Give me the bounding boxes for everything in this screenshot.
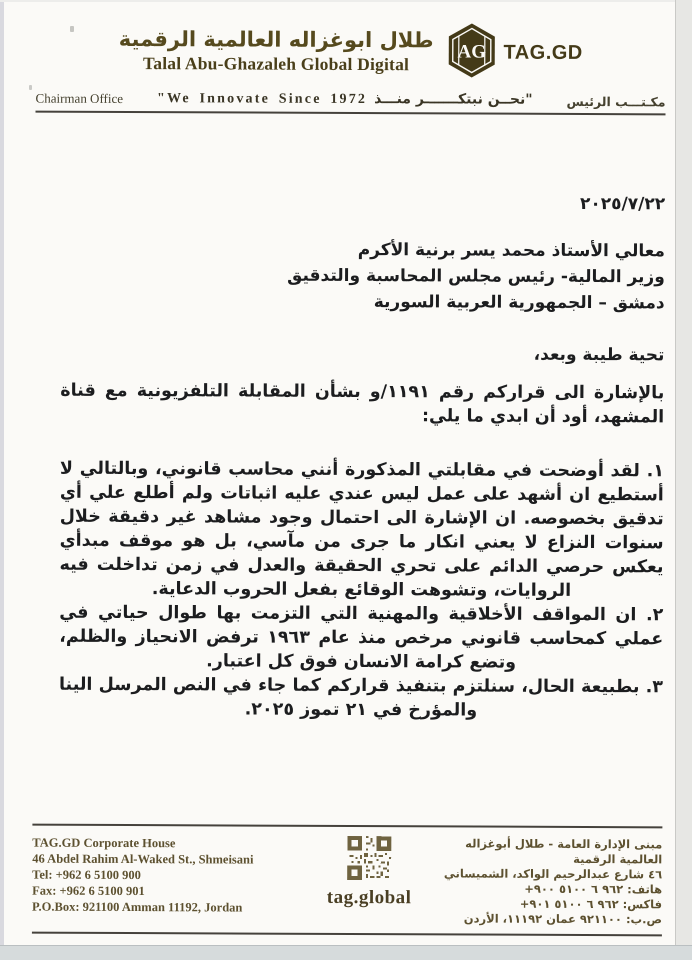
qr-code-icon xyxy=(347,865,391,884)
footer-en-line: Fax: +962 6 5100 901 xyxy=(32,883,145,899)
logo-wordmark: TAG.GD xyxy=(503,41,583,64)
recipient-block xyxy=(61,236,665,317)
intro-paragraph: بالإشارة الى قراركم رقم ١١٩١/و بشأن المقابلة التلفزيونية مع قناة المشهد، أود أن ابدي ما يلي: xyxy=(60,380,665,428)
point-1: ١. لقد أوضحت في مقابلتي المذكورة أنني محاسب قانوني، وبالتالي لا أستطيع ان أشهد على عمل ليس عندي عليه اثباتات ولم أطلع علي أي تدقيق بخصوصه. ان الإشارة الى احتمال وجود مشاهد غير دقيقة خلال سنوات النزاع لا يعني انكار ما جرى من مآسي، بل هو موقف مبدأي يعكس حرصي الدائم على تحري الحقيقة والعدل في زمن تداخلت فيه الروايات، وتشوهت الوقائع بفعل الحروب الدعاية. xyxy=(59,458,664,601)
footer-address-english xyxy=(32,835,316,916)
footer-center xyxy=(316,836,423,909)
footer-en-line: P.O.Box: 921100 Amman 11192, Jordan xyxy=(32,899,243,915)
recipient-line: دمشق – الجمهورية العربية السورية xyxy=(373,292,665,314)
footer-address-arabic xyxy=(423,836,663,927)
footer-en-line: TAG.GD Corporate House xyxy=(32,835,176,851)
photo-edge-top xyxy=(0,0,692,2)
footer-ar-line: ٤٦ شارع عبدالرحيم الواكد، الشميساني xyxy=(443,866,663,882)
brand-logo xyxy=(446,22,583,83)
point-2: ٢. ان المواقف الأخلاقية والمهنية التي التزمت بها طوال حياتي في عملي كمحاسب قانوني مرخص منذ عام ١٩٦٣ ترفض الانحياز والظلم، وتضع كرامة الانسان فوق كل اعتبار. xyxy=(59,602,664,673)
footer-en-line: 46 Abdel Rahim Al-Waked St., Shmeisani xyxy=(32,851,254,867)
brand-name-english: Talal Abu-Ghazaleh Global Digital xyxy=(142,53,410,75)
website-text: tag.global xyxy=(326,886,412,909)
chairman-office-label-en: Chairman Office xyxy=(35,90,124,106)
brand-text xyxy=(119,28,434,75)
slogan xyxy=(157,90,533,109)
photo-edge-bottom xyxy=(0,945,692,960)
footer-ar-line: مبنى الإدارة العامة - طلال أبوغزاله العالمية الرقمية xyxy=(465,836,663,867)
tag-hexagon-logo-icon xyxy=(446,22,496,82)
slogan-english: "We Innovate Since 1972 xyxy=(157,91,368,108)
letterhead xyxy=(36,21,666,84)
letter-footer xyxy=(32,820,662,937)
photo-edge-left xyxy=(0,0,4,960)
footer-rule-top xyxy=(32,824,662,829)
photo-edge-right xyxy=(675,0,692,960)
letter-sheet xyxy=(32,0,666,960)
recipient-line: وزير المالية- رئيس مجلس المحاسبة والتدقيق xyxy=(287,265,665,288)
scan-speck xyxy=(70,26,74,32)
point-3: ٣. بطبيعة الحال، سنلتزم بتنفيذ قراركم كما جاء في النص المرسل الينا والمؤرخ في ٢١ تموز ٢٠٢٥. xyxy=(58,674,664,721)
scan-speck xyxy=(29,85,32,90)
recipient-line: معالي الأستاذ محمد يسر برنية الأكرم xyxy=(357,240,665,262)
footer-ar-line: فاكس: ‪+٩٦٢ ٦ ٥١٠٠ ٩٠١‬ xyxy=(519,896,663,912)
numbered-points xyxy=(59,457,664,724)
svg-text:AG: AG xyxy=(457,41,486,63)
letter-date: ٢٠٢٥/٧/٢٢ xyxy=(580,193,666,215)
footer-ar-line: ص.ب: ٩٢١١٠٠ عمان ١١١٩٢، الأردن xyxy=(463,911,663,927)
letter-body xyxy=(33,192,665,724)
footer-ar-line: هاتف: ‪+٩٦٢ ٦ ٥١٠٠ ٩٠٠‬ xyxy=(524,881,663,897)
salutation: تحية طيبة وبعد، xyxy=(533,344,665,366)
footer-rule-bottom xyxy=(32,932,662,937)
header-rule xyxy=(36,111,666,116)
footer-columns xyxy=(32,835,662,928)
footer-en-line: Tel: +962 6 5100 900 xyxy=(32,867,141,883)
chairman-office-label-ar: مكـتـــب الرئيس xyxy=(566,93,666,110)
brand-name-arabic: طلال ابوغزاله العالمية الرقمية xyxy=(118,26,434,53)
slogan-arabic: "نحــن نبتكـــــــر منـــذ xyxy=(374,91,533,108)
office-row xyxy=(36,90,666,110)
